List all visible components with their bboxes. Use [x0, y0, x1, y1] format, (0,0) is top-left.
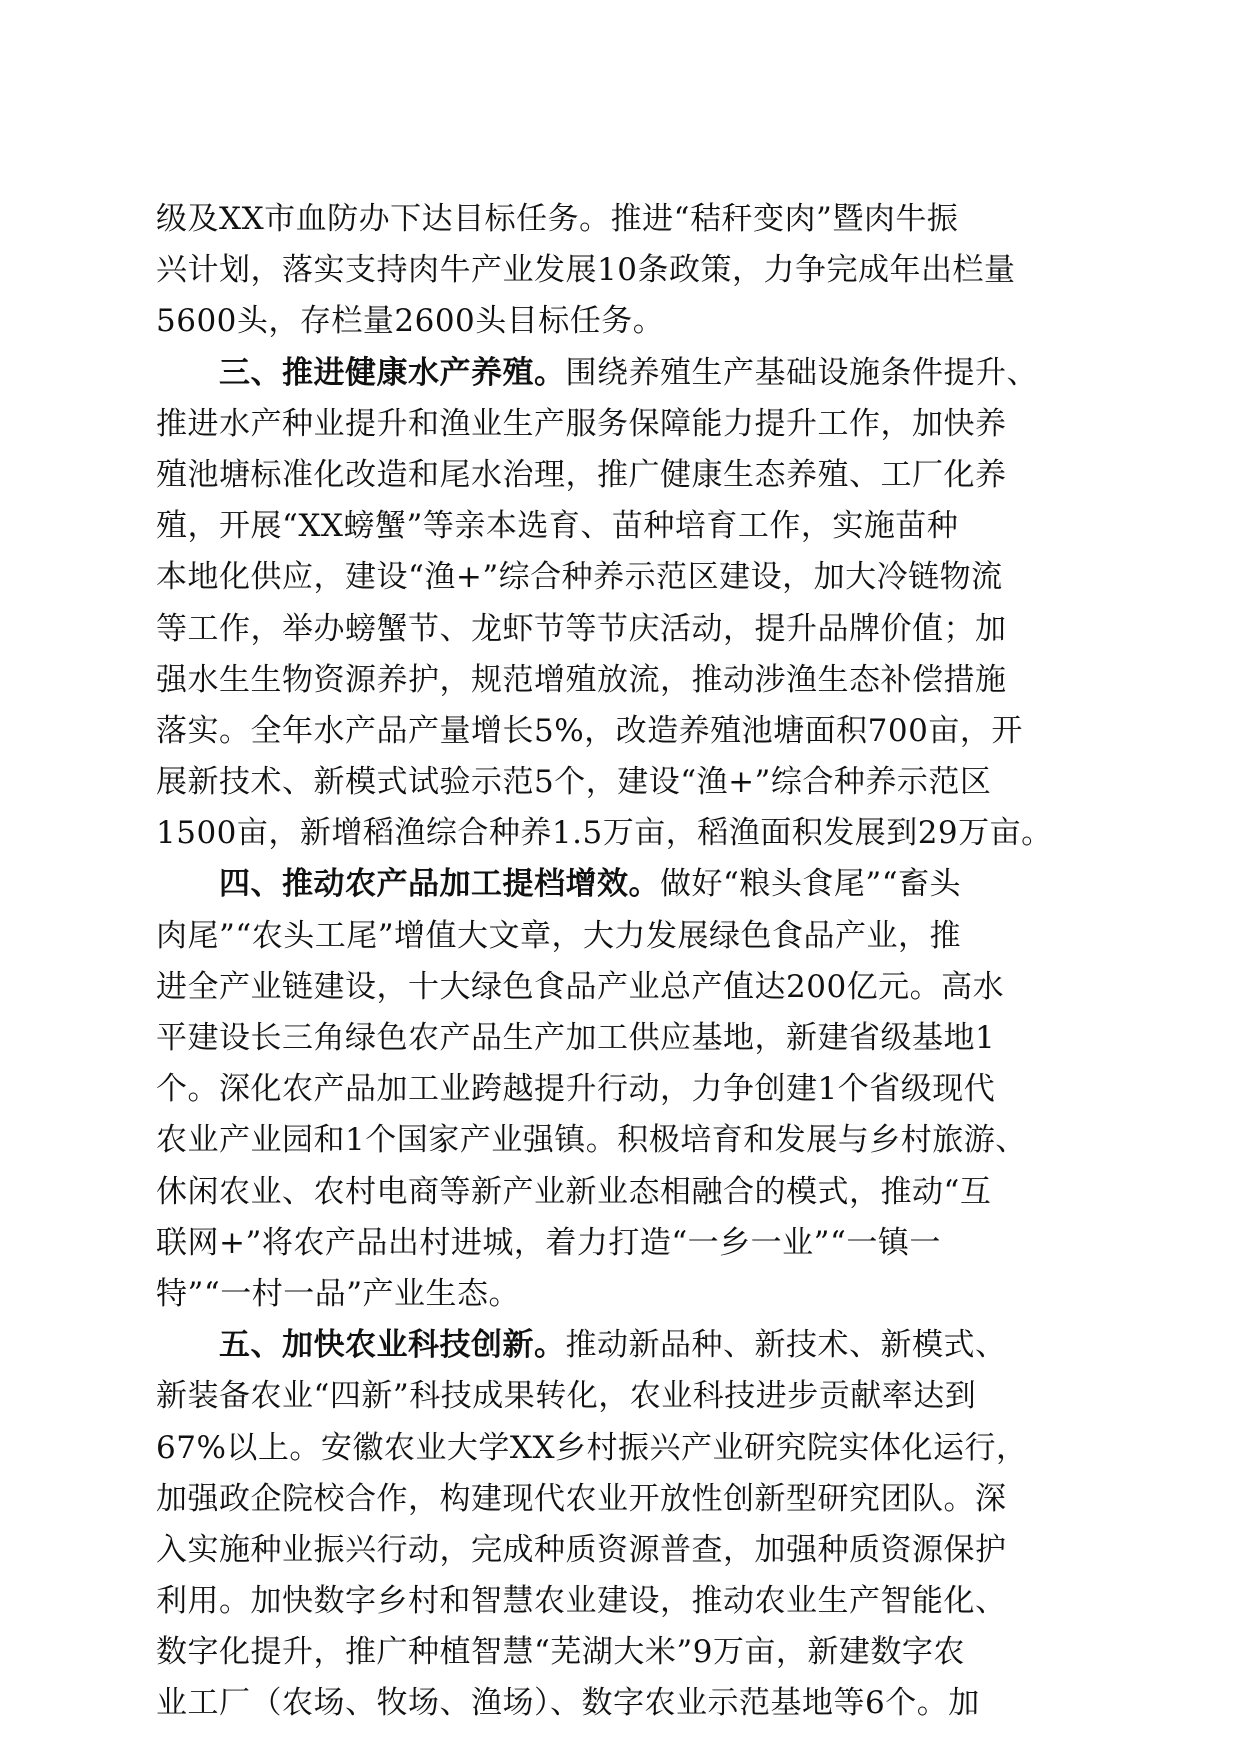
text-line: [156, 1064, 1096, 1115]
line-text: 联网+”将农产品出村进城，着力打造“一乡一业”“一镇一: [156, 1224, 941, 1261]
text-line: [156, 1678, 1096, 1729]
line-text: 5600头，存栏量2600头目标任务。: [156, 303, 665, 340]
line-text: 农业产业园和1个国家产业强镇。积极培育和发展与乡村旅游、: [156, 1122, 1027, 1159]
text-line: [156, 501, 1096, 552]
section-heading-line: [156, 1320, 1096, 1371]
line-text: 等工作，举办螃蟹节、龙虾节等节庆活动，提升品牌价值；加: [156, 610, 1007, 647]
text-line: [156, 245, 1096, 296]
line-text: 围绕养殖生产基础设施条件提升、: [565, 354, 1038, 391]
text-line: [156, 552, 1096, 603]
line-text: 殖池塘标准化改造和尾水治理，推广健康生态养殖、工厂化养: [156, 456, 1007, 493]
text-line: [156, 1423, 1096, 1474]
text-line: [156, 194, 1096, 245]
section-heading: 三、推进健康水产养殖。: [219, 354, 566, 391]
line-text: 休闲农业、农村电商等新产业新业态相融合的模式，推动“互: [156, 1173, 992, 1210]
text-line: [156, 1576, 1096, 1627]
line-text: 67%以上。安徽农业大学XX乡村振兴产业研究院实体化运行，: [156, 1429, 1028, 1466]
text-line: [156, 1627, 1096, 1678]
text-line: [156, 911, 1096, 962]
text-line: [156, 808, 1096, 859]
text-line: [156, 296, 1096, 347]
text-line: [156, 604, 1096, 655]
text-line: [156, 1474, 1096, 1525]
text-line: [156, 399, 1096, 450]
line-text: 做好“粮头食尾”“畜头: [660, 866, 962, 903]
section-heading-line: [156, 859, 1096, 910]
text-line: [156, 706, 1096, 757]
section-heading: 五、加快农业科技创新。: [219, 1327, 566, 1364]
text-line: [156, 655, 1096, 706]
body-text: [156, 194, 1096, 1730]
text-line: [156, 1371, 1096, 1422]
section-heading: 四、推动农产品加工提档增效。: [219, 866, 660, 903]
text-line: [156, 1218, 1096, 1269]
line-text: 加强政企院校合作，构建现代农业开放性创新型研究团队。深: [156, 1480, 1007, 1517]
line-text: 个。深化农产品加工业跨越提升行动，力争创建1个省级现代: [156, 1071, 996, 1108]
line-text: 殖，开展“XX螃蟹”等亲本选育、苗种培育工作，实施苗种: [156, 508, 959, 545]
line-text: 推进水产种业提升和渔业生产服务保障能力提升工作，加快养: [156, 405, 1007, 442]
text-line: [156, 1167, 1096, 1218]
text-line: [156, 1269, 1096, 1320]
line-text: 展新技术、新模式试验示范5个，建设“渔+”综合种养示范区: [156, 764, 992, 801]
text-line: [156, 962, 1096, 1013]
line-text: 肉尾”“农头工尾”增值大文章，大力发展绿色食品产业，推: [156, 917, 962, 954]
section-heading-line: [156, 348, 1096, 399]
text-line: [156, 1013, 1096, 1064]
line-text: 入实施种业振兴行动，完成种质资源普查，加强种质资源保护: [156, 1531, 1007, 1568]
line-text: 新装备农业“四新”科技成果转化，农业科技进步贡献率达到: [156, 1378, 977, 1415]
line-text: 平建设长三角绿色农产品生产加工供应基地，新建省级基地1: [156, 1020, 996, 1056]
line-text: 进全产业链建设，十大绿色食品产业总产值达200亿元。高水: [156, 968, 1005, 1005]
line-text: 兴计划，落实支持肉牛产业发展10条政策，力争完成年出栏量: [156, 252, 1016, 289]
line-text: 1500亩，新增稻渔综合种养1.5万亩，稻渔面积发展到29万亩。: [156, 815, 1053, 852]
line-text: 本地化供应，建设“渔+”综合种养示范区建设，加大冷链物流: [156, 559, 1003, 596]
line-text: 数字化提升，推广种植智慧“芜湖大米”9万亩，新建数字农: [156, 1634, 965, 1671]
line-text: 业工厂（农场、牧场、渔场）、数字农业示范基地等6个。加: [156, 1685, 980, 1722]
text-line: [156, 757, 1096, 808]
line-text: 利用。加快数字乡村和智慧农业建设，推动农业生产智能化、: [156, 1583, 1007, 1620]
line-text: 特”“一村一品”产业生态。: [156, 1275, 521, 1312]
text-line: [156, 450, 1096, 501]
line-text: 落实。全年水产品产量增长5%，改造养殖池塘面积700亩，开: [156, 712, 1023, 749]
line-text: 强水生生物资源养护，规范增殖放流，推动涉渔生态补偿措施: [156, 661, 1007, 698]
text-line: [156, 1115, 1096, 1166]
text-line: [156, 1525, 1096, 1576]
line-text: 级及XX市血防办下达目标任务。推进“秸秆变肉”暨肉牛振: [156, 201, 959, 237]
line-text: 推动新品种、新技术、新模式、: [565, 1327, 1007, 1364]
